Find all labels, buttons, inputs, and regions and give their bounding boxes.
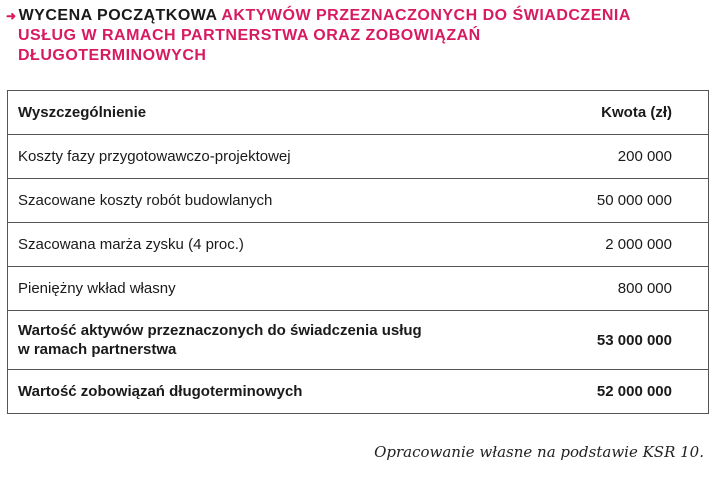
table-row [8,135,708,179]
table-row [8,179,708,223]
arrow-icon: ➜ [6,9,17,23]
total-liabilities-row [8,370,708,413]
total-assets-label [8,321,472,359]
valuation-table [7,90,709,414]
header-value: Kwota (zł) [601,104,672,121]
row-label: Pieniężny wkład własny [18,280,176,297]
total-liabilities-label: Wartość zobowiązań długoterminowych [18,383,303,400]
row-value: 800 000 [617,280,672,297]
row-label: Koszty fazy przygotowawczo-projektowej [18,148,291,165]
table-header-row [8,91,708,135]
title-accent-line3: DŁUGOTERMINOWYCH [18,47,207,64]
total-assets-value: 53 000 000 [596,331,672,349]
total-assets-label-line1: Wartość aktywów przeznaczonych do świadczenia usług [18,322,422,339]
header-label: Wyszczególnienie [18,104,147,121]
row-label: Szacowana marża zysku (4 proc.) [18,236,244,253]
source-note: Opracowanie własne na podstawie KSR 10. [374,443,704,461]
total-assets-label-line2: w ramach partnerstwa [18,341,177,358]
table-row [8,223,708,267]
table-title [6,6,706,66]
table-row [8,267,708,311]
row-value: 2 000 000 [605,236,672,253]
row-value: 50 000 000 [596,192,672,209]
title-dark-part: WYCENA POCZĄTKOWA [18,7,217,24]
title-accent-line2: USŁUG W RAMACH PARTNERSTWA ORAZ ZOBOWIĄZAŃ [18,27,481,44]
total-liabilities-value: 52 000 000 [596,383,672,400]
total-assets-row [8,311,708,370]
row-value: 200 000 [617,148,672,165]
title-accent-line1: AKTYWÓW PRZEZNACZONYCH DO ŚWIADCZENIA [221,7,631,24]
row-label: Szacowane koszty robót budowlanych [18,192,273,209]
